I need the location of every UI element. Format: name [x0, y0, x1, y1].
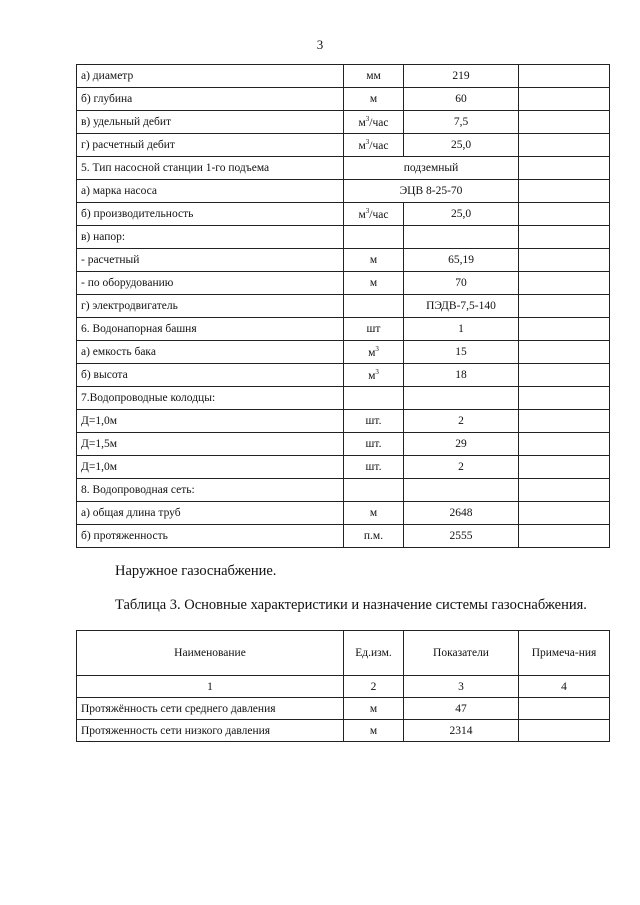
row-name: в) напор:: [77, 226, 344, 249]
unit-suffix: /час: [369, 140, 389, 152]
row-note: [519, 433, 610, 456]
table-row: [77, 433, 610, 456]
unit-superscript: 3: [375, 368, 379, 376]
row-unit: п.м.: [344, 525, 404, 548]
row-unit: м: [344, 502, 404, 525]
row-note: [519, 65, 610, 88]
table-row: [77, 226, 610, 249]
row-unit: [344, 341, 404, 364]
table-row: [77, 157, 610, 180]
row-unit: [344, 387, 404, 410]
row-name: 7.Водопроводные колодцы:: [77, 387, 344, 410]
table-header-row: [77, 631, 610, 676]
table-row: [77, 479, 610, 502]
row-unit: мм: [344, 65, 404, 88]
table-row: [77, 180, 610, 203]
table-row: [77, 456, 610, 479]
column-number: 2: [344, 676, 404, 698]
row-unit: [344, 111, 404, 134]
row-name: Д=1,0м: [77, 410, 344, 433]
row-unit: шт.: [344, 410, 404, 433]
table-row: [77, 341, 610, 364]
row-name: а) общая длина труб: [77, 502, 344, 525]
row-note: [519, 364, 610, 387]
row-value: 7,5: [404, 111, 519, 134]
row-unit: [344, 479, 404, 502]
row-note: [519, 720, 610, 742]
table-row: [77, 249, 610, 272]
row-name: г) расчетный дебит: [77, 134, 344, 157]
table-row: [77, 720, 610, 742]
column-number: 1: [77, 676, 344, 698]
row-note: [519, 249, 610, 272]
row-value: 25,0: [404, 134, 519, 157]
unit-suffix: /час: [369, 117, 389, 129]
row-note: [519, 203, 610, 226]
row-value: 47: [404, 698, 519, 720]
row-name: Д=1,5м: [77, 433, 344, 456]
header-note: Примеча-ния: [519, 631, 610, 676]
row-note: [519, 272, 610, 295]
row-name: 8. Водопроводная сеть:: [77, 479, 344, 502]
row-note: [519, 387, 610, 410]
row-value: [404, 387, 519, 410]
gas-supply-table: [76, 630, 610, 742]
row-value: 219: [404, 65, 519, 88]
table-row: [77, 134, 610, 157]
row-note: [519, 525, 610, 548]
header-name: Наименование: [77, 631, 344, 676]
table-row: [77, 65, 610, 88]
row-note: [519, 341, 610, 364]
row-value: 2555: [404, 525, 519, 548]
row-note: [519, 295, 610, 318]
row-note: [519, 410, 610, 433]
row-unit: м: [344, 88, 404, 111]
row-value: 15: [404, 341, 519, 364]
row-value: 65,19: [404, 249, 519, 272]
row-unit: м: [344, 249, 404, 272]
unit-base: м: [358, 117, 366, 129]
row-note: [519, 134, 610, 157]
header-value: Показатели: [404, 631, 519, 676]
row-note: [519, 111, 610, 134]
row-unit: м: [344, 720, 404, 742]
table-3-caption: Таблица 3. Основные характеристики и назначение системы газоснабжения.: [115, 597, 587, 613]
row-value: 1: [404, 318, 519, 341]
row-value: 2314: [404, 720, 519, 742]
unit-suffix: /час: [369, 209, 389, 221]
unit-superscript: 3: [375, 345, 379, 353]
row-value: ПЭДВ-7,5-140: [404, 295, 519, 318]
row-value: 25,0: [404, 203, 519, 226]
table-row: [77, 318, 610, 341]
table-row: [77, 364, 610, 387]
unit-superscript: 3: [365, 207, 370, 215]
column-number: 4: [519, 676, 610, 698]
row-value: 18: [404, 364, 519, 387]
row-note: [519, 456, 610, 479]
unit-superscript: 3: [365, 138, 370, 146]
row-name: б) высота: [77, 364, 344, 387]
row-name: - по оборудованию: [77, 272, 344, 295]
row-name: Протяжённость сети среднего давления: [77, 698, 344, 720]
row-value: 2648: [404, 502, 519, 525]
gas-supply-heading: Наружное газоснабжение.: [115, 563, 277, 579]
row-note: [519, 226, 610, 249]
row-value: 60: [404, 88, 519, 111]
table-row: [77, 410, 610, 433]
row-value: 29: [404, 433, 519, 456]
row-name: а) марка насоса: [77, 180, 344, 203]
table-row: [77, 525, 610, 548]
row-note: [519, 479, 610, 502]
row-spanned-value: ЭЦВ 8-25-70: [344, 180, 519, 203]
table-row: [77, 111, 610, 134]
row-unit: [344, 295, 404, 318]
row-unit: м: [344, 272, 404, 295]
row-name: Д=1,0м: [77, 456, 344, 479]
row-name: Протяженность сети низкого давления: [77, 720, 344, 742]
row-note: [519, 318, 610, 341]
unit-base: м: [358, 209, 366, 221]
row-unit: шт.: [344, 433, 404, 456]
row-value: [404, 479, 519, 502]
row-name: б) глубина: [77, 88, 344, 111]
row-name: а) диаметр: [77, 65, 344, 88]
table-row: [77, 502, 610, 525]
row-name: б) протяженность: [77, 525, 344, 548]
row-name: в) удельный дебит: [77, 111, 344, 134]
row-note: [519, 502, 610, 525]
row-note: [519, 698, 610, 720]
row-name: г) электродвигатель: [77, 295, 344, 318]
page-number: 3: [316, 37, 324, 52]
table-row: [77, 88, 610, 111]
table-row: [77, 272, 610, 295]
row-value: 2: [404, 456, 519, 479]
row-spanned-value: подземный: [344, 157, 519, 180]
row-note: [519, 157, 610, 180]
unit-base: м: [358, 140, 366, 152]
row-unit: [344, 134, 404, 157]
column-numbers-row: [77, 676, 610, 698]
row-name: 6. Водонапорная башня: [77, 318, 344, 341]
row-value: 2: [404, 410, 519, 433]
row-name: б) производительность: [77, 203, 344, 226]
row-note: [519, 180, 610, 203]
column-number: 3: [404, 676, 519, 698]
row-unit: [344, 226, 404, 249]
row-unit: [344, 364, 404, 387]
row-unit: шт.: [344, 456, 404, 479]
table-row: [77, 387, 610, 410]
table-row: [77, 698, 610, 720]
unit-base: м: [368, 347, 376, 359]
row-name: 5. Тип насосной станции 1-го подъема: [77, 157, 344, 180]
row-unit: [344, 203, 404, 226]
row-name: - расчетный: [77, 249, 344, 272]
row-note: [519, 88, 610, 111]
row-value: [404, 226, 519, 249]
table-row: [77, 295, 610, 318]
row-unit: м: [344, 698, 404, 720]
row-value: 70: [404, 272, 519, 295]
header-unit: Ед.изм.: [344, 631, 404, 676]
row-unit: шт: [344, 318, 404, 341]
table-row: [77, 203, 610, 226]
unit-superscript: 3: [365, 115, 370, 123]
unit-base: м: [368, 370, 376, 382]
row-name: а) емкость бака: [77, 341, 344, 364]
water-supply-table: [76, 64, 610, 548]
